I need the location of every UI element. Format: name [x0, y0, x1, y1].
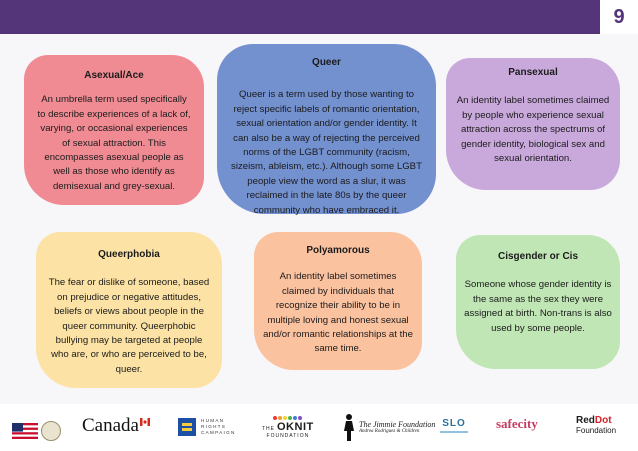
jimmie-foundation-logo: [342, 413, 435, 441]
card-text: An umbrella term used specifically to describe experiences of a lack of, varying, or occasional experiences of sexual attraction. This encompasses asexual people as well as those who identify as demisexual and grey-sexual.: [37, 94, 191, 192]
canada-wordmark: Canada: [82, 415, 139, 436]
card-text: Someone whose gender identity is the same as the sex they were assigned at birth. Non-trans is also used by some people.: [464, 279, 612, 334]
card-title: Queer: [312, 57, 341, 68]
embassy-seal-icon: [41, 421, 61, 441]
card-title: Pansexual: [508, 67, 558, 78]
figure-silhouette-icon: [342, 413, 356, 441]
slo-wordmark: SLO: [442, 418, 466, 429]
jimmie-tagline: Andrea Rodriguez & Children: [359, 428, 420, 434]
card-title: Cisgender or Cis: [497, 251, 579, 262]
reddot-red: Red: [576, 415, 595, 426]
card-text: An identity label sometimes claimed by people who experience sexual attraction across the spectrums of gender identity, biological sex and sexual orientation.: [456, 95, 610, 165]
card-text: An identity label sometimes claimed by individuals that recognize their ability to be in multiple loving and honest sexual and/or romantic relationships at the same time.: [263, 271, 413, 355]
card-queerphobia: [36, 232, 222, 388]
card-pansexual: [446, 58, 620, 190]
oknit-subtitle: FOUNDATION: [266, 433, 310, 439]
reddot-foundation: Foundation: [576, 426, 617, 435]
card-title: Queerphobia: [98, 249, 160, 260]
rainbow-dots-icon: [273, 416, 302, 420]
oknit-logo: [262, 416, 314, 439]
card-title: Polyamorous: [306, 245, 370, 256]
sponsor-logos-bar: [0, 404, 638, 451]
card-polyamorous: [254, 232, 422, 370]
hrc-equal-icon: [178, 418, 196, 436]
hrc-line-3: CAMPAIGN: [201, 430, 236, 435]
page-number: 9: [600, 0, 638, 34]
card-title: Asexual/Ace: [84, 70, 144, 81]
card-text: Queer is a term used by those wanting to reject specific labels of romantic orientation, sexual orientation and/or gender identity. It can also be a way of rejecting the perceived norms of the LGBT community (racism, sizeism, ableism, etc.). Although some LGBT people view the word as a slur, it was reclaimed in the late 80s by the queer community who have embraced it.: [231, 89, 422, 216]
card-queer: [217, 44, 436, 214]
oknit-prefix: THE: [262, 426, 275, 432]
reddot-foundation-logo: [576, 416, 616, 436]
slo-logo: [440, 419, 468, 433]
hrc-line-2: RIGHTS: [201, 424, 227, 429]
slo-underline: [440, 431, 468, 433]
oknit-name: OKNIT: [277, 421, 314, 433]
safecity-logo: [496, 416, 538, 432]
us-embassy-logo: [12, 421, 61, 441]
reddot-dot: Dot: [594, 415, 612, 426]
jimmie-name: The Jimmie Foundation: [359, 419, 436, 429]
hrc-line-1: HUMAN: [201, 418, 225, 423]
card-cisgender: [456, 235, 620, 369]
card-text: The fear or dislike of someone, based on prejudice or negative attitudes, beliefs or views about people in the queer community. Queerphobic bullying may be targeted at people who are, or who are perceived to be, queer.: [48, 277, 210, 375]
card-asexual: [24, 55, 204, 205]
canada-flag-icon: [140, 418, 150, 426]
safecity-wordmark: safecity: [496, 416, 538, 431]
us-flag-icon: [12, 423, 38, 439]
header-bar: [0, 0, 600, 34]
hrc-logo: [178, 418, 236, 436]
canada-logo: [82, 415, 150, 437]
